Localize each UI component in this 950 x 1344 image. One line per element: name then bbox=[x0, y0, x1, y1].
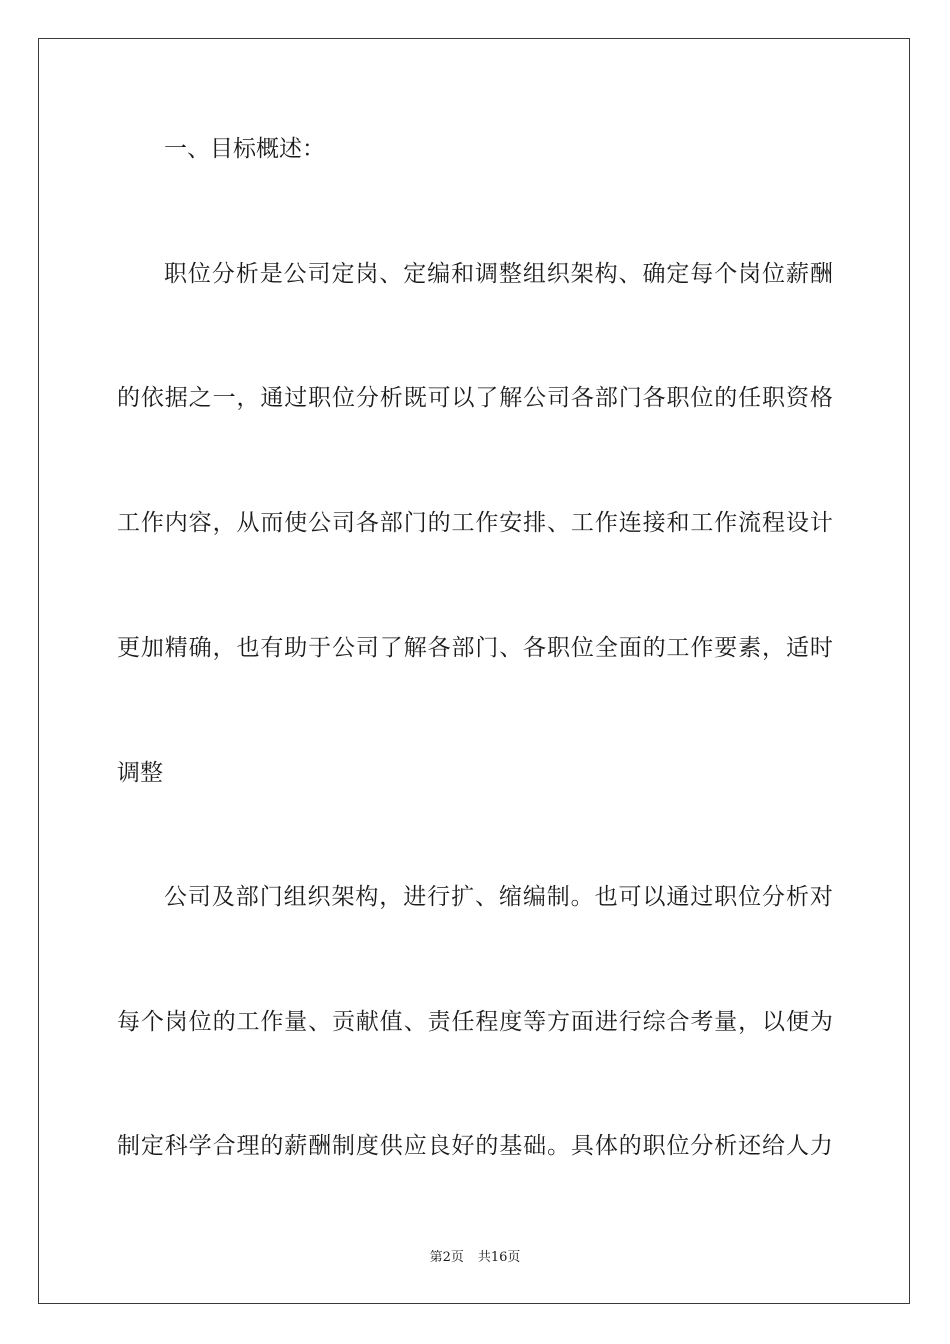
body-line-2: 的 依 据 之 一 ， 通 过 职 位 分 析 既 可 以 了 解 公 司 各 部 门 各 职 位 的 任 职 资 格 bbox=[117, 385, 833, 411]
body-line-6: 公 司 及 部 门 组 织 架 构 ， 进 行 扩 、 缩 编 制 。 也 可 以 通 过 职 位 分 析 对 bbox=[164, 884, 833, 910]
body-line-1: 职 位 分 析 是 公 司 定 岗 、 定 编 和 调 整 组 织 架 构 、 确 定 每 个 岗 位 薪 酬 bbox=[164, 261, 833, 287]
page-number: 第2页 bbox=[429, 1250, 464, 1265]
body-line-5: 调整 bbox=[117, 760, 163, 786]
body-line-4: 更 加 精 确 ， 也 有 助 于 公 司 了 解 各 部 门 、 各 职 位 全 面 的 工 作 要 素 ， 适 时 bbox=[117, 635, 833, 661]
body-line-7: 每 个 岗 位 的 工 作 量 、 贡 献 值 、 责 任 程 度 等 方 面 进 行 综 合 考 量 ， 以 便 为 bbox=[117, 1009, 833, 1035]
page-border bbox=[38, 38, 910, 1304]
body-line-8: 制 定 科 学 合 理 的 薪 酬 制 度 供 应 良 好 的 基 础 。 具 体 的 职 位 分 析 还 给 人 力 bbox=[117, 1133, 833, 1159]
body-line-3: 工 作 内 容 ， 从 而 使 公 司 各 部 门 的 工 作 安 排 、 工 作 连 接 和 工 作 流 程 设 计 bbox=[117, 510, 833, 536]
page-total: 共16页 bbox=[477, 1250, 521, 1265]
page-footer bbox=[0, 1246, 950, 1265]
section-heading: 一、目标概述： bbox=[164, 136, 325, 162]
